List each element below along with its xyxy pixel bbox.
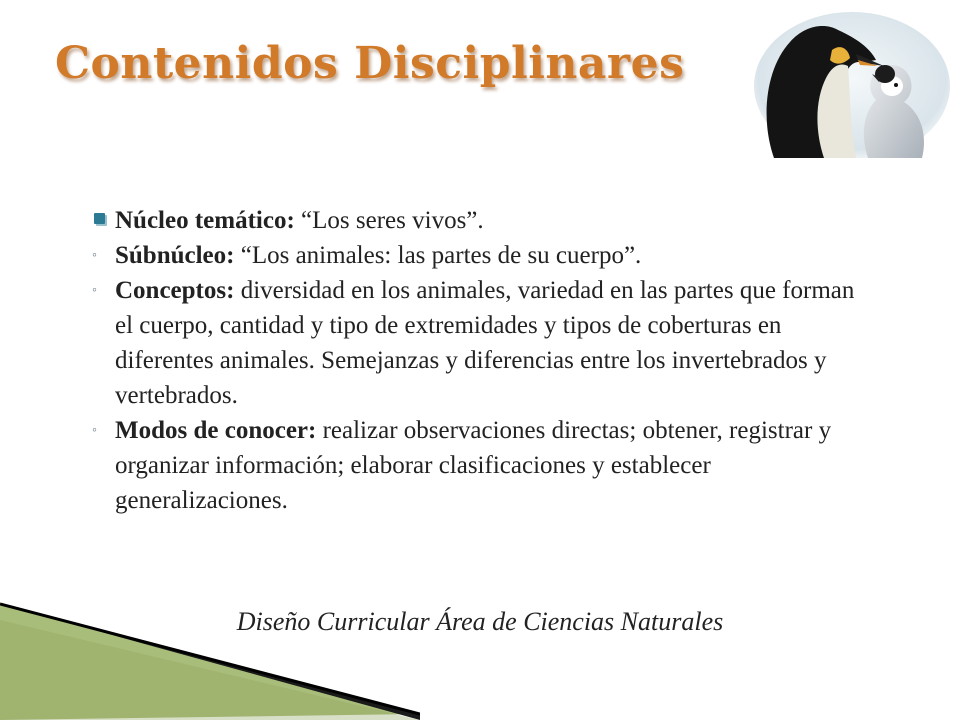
ring-bullet-icon: ◦ bbox=[92, 248, 97, 263]
item-text: “Los seres vivos”. bbox=[294, 207, 484, 234]
content-list bbox=[92, 203, 872, 518]
square-bullet-icon bbox=[92, 203, 115, 238]
item-label: Núcleo temático: bbox=[115, 207, 295, 234]
slide-title: Contenidos Disciplinares bbox=[55, 38, 685, 89]
ring-bullet-icon: ◦ bbox=[92, 283, 97, 298]
item-text: realizar observaciones directas; obtener, registrar y organizar información; elaborar clasificaciones y establecer generalizaciones. bbox=[115, 417, 832, 514]
list-item bbox=[92, 273, 872, 413]
item-label: Súbnúcleo: bbox=[115, 242, 235, 269]
penguins-photo bbox=[752, 8, 952, 158]
item-label: Modos de conocer: bbox=[115, 417, 317, 444]
item-label: Conceptos: bbox=[115, 277, 235, 304]
item-text: diversidad en los animales, variedad en las partes que forman el cuerpo, cantidad y tipo de extremidades y tipos de coberturas en diferentes animales. Semejanzas y diferencias entre los invertebrados y vertebrados. bbox=[115, 277, 855, 409]
source-caption: Diseño Curricular Área de Ciencias Naturales bbox=[236, 607, 724, 636]
item-text: “Los animales: las partes de su cuerpo”. bbox=[234, 242, 642, 269]
corner-decoration bbox=[0, 590, 420, 720]
ring-bullet-icon: ◦ bbox=[92, 423, 97, 438]
list-item bbox=[92, 238, 872, 273]
list-item bbox=[92, 203, 872, 238]
list-item bbox=[92, 413, 872, 518]
